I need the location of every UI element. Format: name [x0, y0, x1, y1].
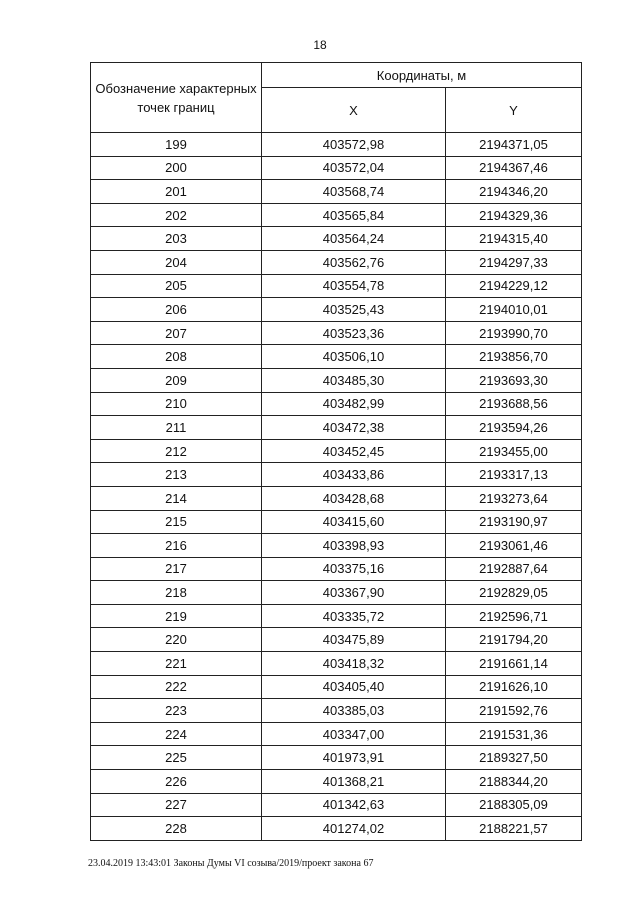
y-coordinate: 2193273,64 [446, 486, 582, 510]
point-id-cell [91, 156, 262, 180]
y-coordinate: 2194010,01 [446, 298, 582, 322]
x-coordinate: 401973,91 [262, 746, 446, 770]
y-coordinate: 2193990,70 [446, 321, 582, 345]
x-coordinate: 403506,10 [262, 345, 446, 369]
point-id: 209 [165, 372, 187, 388]
y-coordinate: 2191531,36 [446, 722, 582, 746]
header-coordinates: Координаты, м [262, 63, 582, 88]
x-coordinate: 403398,93 [262, 534, 446, 558]
y-coordinate: 2193856,70 [446, 345, 582, 369]
table-row [91, 722, 582, 746]
x-coordinate: 401274,02 [262, 817, 446, 841]
table-row [91, 392, 582, 416]
x-coordinate: 403335,72 [262, 604, 446, 628]
x-coordinate: 401368,21 [262, 770, 446, 794]
y-coordinate: 2192829,05 [446, 581, 582, 605]
point-id-cell [91, 486, 262, 510]
table-row [91, 368, 582, 392]
x-coordinate: 403485,30 [262, 368, 446, 392]
x-coordinate: 403564,24 [262, 227, 446, 251]
x-coordinate: 403572,98 [262, 133, 446, 157]
point-id: 203 [165, 231, 187, 247]
point-id-cell [91, 298, 262, 322]
point-id: 220 [165, 632, 187, 648]
x-coordinate: 403418,32 [262, 652, 446, 676]
table-row [91, 227, 582, 251]
y-coordinate: 2188221,57 [446, 817, 582, 841]
y-coordinate: 2189327,50 [446, 746, 582, 770]
x-coordinate: 403405,40 [262, 675, 446, 699]
x-coordinate: 403375,16 [262, 557, 446, 581]
point-id-cell [91, 274, 262, 298]
table-row [91, 699, 582, 723]
point-id-cell [91, 746, 262, 770]
y-coordinate: 2191794,20 [446, 628, 582, 652]
point-id-cell [91, 250, 262, 274]
table-row [91, 652, 582, 676]
point-id: 217 [165, 561, 187, 577]
point-id: 222 [165, 679, 187, 695]
point-id: 211 [165, 419, 187, 435]
x-coordinate: 403433,86 [262, 463, 446, 487]
point-id-cell [91, 722, 262, 746]
y-coordinate: 2191626,10 [446, 675, 582, 699]
point-id-cell [91, 133, 262, 157]
point-id-cell [91, 180, 262, 204]
x-coordinate: 401342,63 [262, 793, 446, 817]
x-coordinate: 403347,00 [262, 722, 446, 746]
x-coordinate: 403428,68 [262, 486, 446, 510]
table-row [91, 298, 582, 322]
point-id: 205 [165, 278, 187, 294]
table-row [91, 817, 582, 841]
point-id-cell [91, 604, 262, 628]
point-id-cell [91, 368, 262, 392]
y-coordinate: 2188305,09 [446, 793, 582, 817]
table-row [91, 133, 582, 157]
point-id-cell [91, 227, 262, 251]
x-coordinate: 403525,43 [262, 298, 446, 322]
x-coordinate: 403572,04 [262, 156, 446, 180]
y-coordinate: 2193688,56 [446, 392, 582, 416]
y-coordinate: 2193693,30 [446, 368, 582, 392]
y-coordinate: 2194329,36 [446, 203, 582, 227]
point-id-cell [91, 392, 262, 416]
point-id-cell [91, 345, 262, 369]
y-coordinate: 2191661,14 [446, 652, 582, 676]
table-row [91, 604, 582, 628]
x-coordinate: 403482,99 [262, 392, 446, 416]
y-coordinate: 2194367,46 [446, 156, 582, 180]
point-id: 200 [165, 160, 187, 176]
point-id: 206 [165, 301, 187, 317]
point-id-cell [91, 628, 262, 652]
header-y: Y [446, 88, 582, 133]
point-id: 210 [165, 396, 187, 412]
footer-note: 23.04.2019 13:43:01 Законы Думы VI созыва/2019/проект закона 67 [88, 858, 374, 869]
x-coordinate: 403452,45 [262, 439, 446, 463]
point-id-cell [91, 463, 262, 487]
x-coordinate: 403568,74 [262, 180, 446, 204]
table-row [91, 439, 582, 463]
point-id-cell [91, 321, 262, 345]
table-row [91, 793, 582, 817]
y-coordinate: 2193455,00 [446, 439, 582, 463]
table-row [91, 746, 582, 770]
table-row [91, 345, 582, 369]
point-id: 228 [165, 821, 187, 837]
point-id-cell [91, 699, 262, 723]
y-coordinate: 2193317,13 [446, 463, 582, 487]
x-coordinate: 403415,60 [262, 510, 446, 534]
point-id-cell [91, 203, 262, 227]
point-id: 213 [165, 467, 187, 483]
point-id: 227 [165, 797, 187, 813]
point-id: 215 [165, 514, 187, 530]
y-coordinate: 2194371,05 [446, 133, 582, 157]
point-id-cell [91, 793, 262, 817]
point-id-cell [91, 817, 262, 841]
table-row [91, 510, 582, 534]
point-id-cell [91, 770, 262, 794]
table-row [91, 486, 582, 510]
point-id-cell [91, 416, 262, 440]
point-id: 212 [165, 443, 187, 459]
point-id-cell [91, 510, 262, 534]
table-row [91, 274, 582, 298]
point-id-cell [91, 534, 262, 558]
point-id: 216 [165, 537, 187, 553]
coordinates-table [90, 62, 582, 841]
y-coordinate: 2194315,40 [446, 227, 582, 251]
y-coordinate: 2188344,20 [446, 770, 582, 794]
table-row [91, 203, 582, 227]
point-id-cell [91, 439, 262, 463]
table-row [91, 770, 582, 794]
point-id-cell [91, 675, 262, 699]
table-row [91, 675, 582, 699]
header-point-label: Обозначение характерных точек границ [91, 63, 262, 133]
point-id: 219 [165, 608, 187, 624]
header-x: X [262, 88, 446, 133]
x-coordinate: 403472,38 [262, 416, 446, 440]
point-id-cell [91, 557, 262, 581]
table-row [91, 557, 582, 581]
table-row [91, 534, 582, 558]
y-coordinate: 2193061,46 [446, 534, 582, 558]
y-coordinate: 2192887,64 [446, 557, 582, 581]
x-coordinate: 403367,90 [262, 581, 446, 605]
table-row [91, 581, 582, 605]
point-id-cell [91, 652, 262, 676]
x-coordinate: 403562,76 [262, 250, 446, 274]
x-coordinate: 403523,36 [262, 321, 446, 345]
page-number: 18 [313, 38, 327, 52]
table-row [91, 416, 582, 440]
point-id: 223 [165, 703, 187, 719]
point-id: 226 [165, 773, 187, 789]
table-body [91, 133, 582, 841]
point-id: 201 [165, 183, 187, 199]
point-id-cell [91, 581, 262, 605]
x-coordinate: 403475,89 [262, 628, 446, 652]
y-coordinate: 2194297,33 [446, 250, 582, 274]
point-id: 202 [165, 207, 187, 223]
point-id: 221 [165, 655, 187, 671]
table-row [91, 628, 582, 652]
y-coordinate: 2193594,26 [446, 416, 582, 440]
table-row [91, 463, 582, 487]
y-coordinate: 2194346,20 [446, 180, 582, 204]
x-coordinate: 403554,78 [262, 274, 446, 298]
y-coordinate: 2191592,76 [446, 699, 582, 723]
point-id: 218 [165, 585, 187, 601]
point-id: 224 [165, 726, 187, 742]
table-row [91, 321, 582, 345]
y-coordinate: 2193190,97 [446, 510, 582, 534]
x-coordinate: 403565,84 [262, 203, 446, 227]
point-id: 207 [165, 325, 187, 341]
table-row [91, 180, 582, 204]
point-id: 208 [165, 349, 187, 365]
y-coordinate: 2192596,71 [446, 604, 582, 628]
point-id: 204 [165, 254, 187, 270]
point-id: 199 [165, 136, 187, 152]
x-coordinate: 403385,03 [262, 699, 446, 723]
point-id: 225 [165, 750, 187, 766]
y-coordinate: 2194229,12 [446, 274, 582, 298]
table-row [91, 250, 582, 274]
table-row [91, 156, 582, 180]
point-id: 214 [165, 490, 187, 506]
